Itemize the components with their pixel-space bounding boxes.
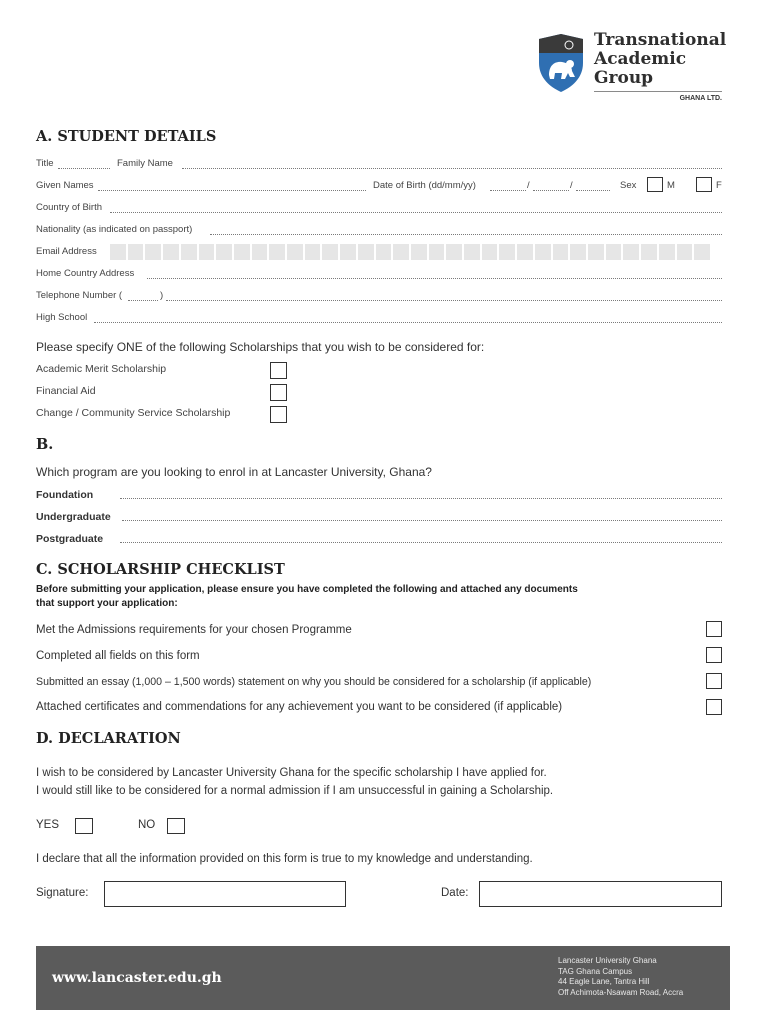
program-foundation-field[interactable]	[120, 498, 722, 499]
dob-day-field[interactable]	[490, 190, 526, 191]
scholarship-option-academic: Academic Merit Scholarship	[36, 363, 167, 375]
telephone-field[interactable]	[166, 300, 722, 301]
footer-address-line-4: Off Achimota-Nsawam Road, Accra	[558, 987, 684, 997]
academic-merit-checkbox[interactable]	[270, 362, 287, 379]
sex-f-label: F	[716, 180, 722, 191]
date-field[interactable]	[479, 881, 722, 907]
program-foundation-label: Foundation	[36, 489, 94, 501]
section-b-title: B.	[36, 436, 54, 453]
dob-separator-1: /	[527, 180, 530, 191]
email-label: Email Address	[36, 246, 97, 257]
dob-label: Date of Birth (dd/mm/yy)	[373, 180, 476, 191]
checklist-instruction-line-2: that support your application:	[36, 598, 178, 609]
home-address-label: Home Country Address	[36, 268, 135, 279]
logo-subtitle: GHANA LTD.	[679, 95, 722, 102]
checklist-certificates-checkbox[interactable]	[706, 699, 722, 715]
declaration-line-2: I would still like to be considered for a normal admission if I am unsuccessful in gaining a Scholarship.	[36, 785, 554, 797]
checklist-item-admissions: Met the Admissions requirements for your chosen Programme	[36, 624, 352, 636]
footer-address	[558, 956, 683, 998]
telephone-code-field[interactable]	[128, 300, 158, 301]
home-address-field[interactable]	[147, 278, 722, 279]
dob-separator-2: /	[570, 180, 573, 191]
section-c-title: C. SCHOLARSHIP CHECKLIST	[36, 561, 285, 578]
checklist-essay-checkbox[interactable]	[706, 673, 722, 689]
signature-label: Signature:	[36, 887, 89, 899]
scholarship-question: Please specify ONE of the following Scholarships that you wish to be considered for:	[36, 340, 485, 354]
declare-statement: I declare that all the information provided on this form is true to my knowledge and understanding.	[36, 853, 533, 865]
declaration-line-1: I wish to be considered by Lancaster University Ghana for the specific scholarship I have applied for.	[36, 767, 547, 779]
sex-label: Sex	[620, 180, 637, 191]
dob-month-field[interactable]	[533, 190, 569, 191]
signature-field[interactable]	[104, 881, 346, 907]
title-field[interactable]	[58, 168, 110, 169]
high-school-label: High School	[36, 312, 88, 323]
checklist-item-certificates: Attached certificates and commendations for any achievement you want to be considered (if applicable)	[36, 701, 563, 713]
program-postgraduate-label: Postgraduate	[36, 533, 104, 545]
high-school-field[interactable]	[94, 322, 722, 323]
date-label: Date:	[441, 887, 469, 899]
given-names-field[interactable]	[98, 190, 366, 191]
program-question: Which program are you looking to enrol in at Lancaster University, Ghana?	[36, 465, 432, 479]
sex-m-checkbox[interactable]	[647, 177, 663, 192]
sex-f-checkbox[interactable]	[696, 177, 712, 192]
footer-url: www.lancaster.edu.gh	[52, 970, 222, 986]
country-of-birth-label: Country of Birth	[36, 202, 102, 213]
logo-line-2: Academic	[594, 49, 687, 69]
email-field[interactable]	[110, 244, 712, 260]
checklist-item-essay: Submitted an essay (1,000 – 1,500 words) statement on why you should be considered for a scholarship (if applicable)	[36, 676, 592, 688]
scholarship-option-community: Change / Community Service Scholarship	[36, 407, 231, 419]
logo-wordmark	[594, 31, 734, 88]
checklist-instruction	[36, 583, 578, 611]
country-of-birth-field[interactable]	[110, 212, 722, 213]
no-checkbox[interactable]	[167, 818, 185, 834]
footer-bar	[36, 946, 730, 1010]
telephone-close: )	[160, 290, 164, 301]
footer-address-line-1: Lancaster University Ghana	[558, 956, 657, 965]
checklist-fields-checkbox[interactable]	[706, 647, 722, 663]
logo-line-3: Group	[594, 68, 654, 88]
logo-line-1: Transnational	[594, 30, 727, 50]
checklist-admissions-checkbox[interactable]	[706, 621, 722, 637]
nationality-label: Nationality (as indicated on passport)	[36, 224, 193, 235]
logo-divider	[594, 91, 722, 92]
community-service-checkbox[interactable]	[270, 406, 287, 423]
title-label: Title	[36, 158, 54, 169]
scholarship-option-financial: Financial Aid	[36, 385, 96, 397]
section-a-title: A. STUDENT DETAILS	[36, 128, 217, 145]
yes-checkbox[interactable]	[75, 818, 93, 834]
family-name-field[interactable]	[182, 168, 722, 169]
program-undergraduate-field[interactable]	[122, 520, 722, 521]
program-postgraduate-field[interactable]	[120, 542, 722, 543]
nationality-field[interactable]	[210, 234, 722, 235]
given-names-label: Given Names	[36, 180, 94, 191]
telephone-label: Telephone Number (	[36, 290, 123, 301]
dob-year-field[interactable]	[576, 190, 610, 191]
financial-aid-checkbox[interactable]	[270, 384, 287, 401]
footer-address-line-3: 44 Eagle Lane, Tantra Hill	[558, 977, 650, 986]
yes-label: YES	[36, 819, 60, 831]
program-undergraduate-label: Undergraduate	[36, 511, 111, 523]
sex-m-label: M	[667, 180, 675, 191]
section-d-title: D. DECLARATION	[36, 730, 181, 747]
checklist-instruction-line-1: Before submitting your application, please ensure you have completed the following and attached any documents	[36, 584, 578, 595]
lion-shield-icon	[537, 33, 585, 93]
footer-address-line-2: TAG Ghana Campus	[558, 966, 633, 976]
family-name-label: Family Name	[117, 158, 173, 169]
no-label: NO	[138, 819, 156, 831]
checklist-item-fields: Completed all fields on this form	[36, 650, 200, 662]
